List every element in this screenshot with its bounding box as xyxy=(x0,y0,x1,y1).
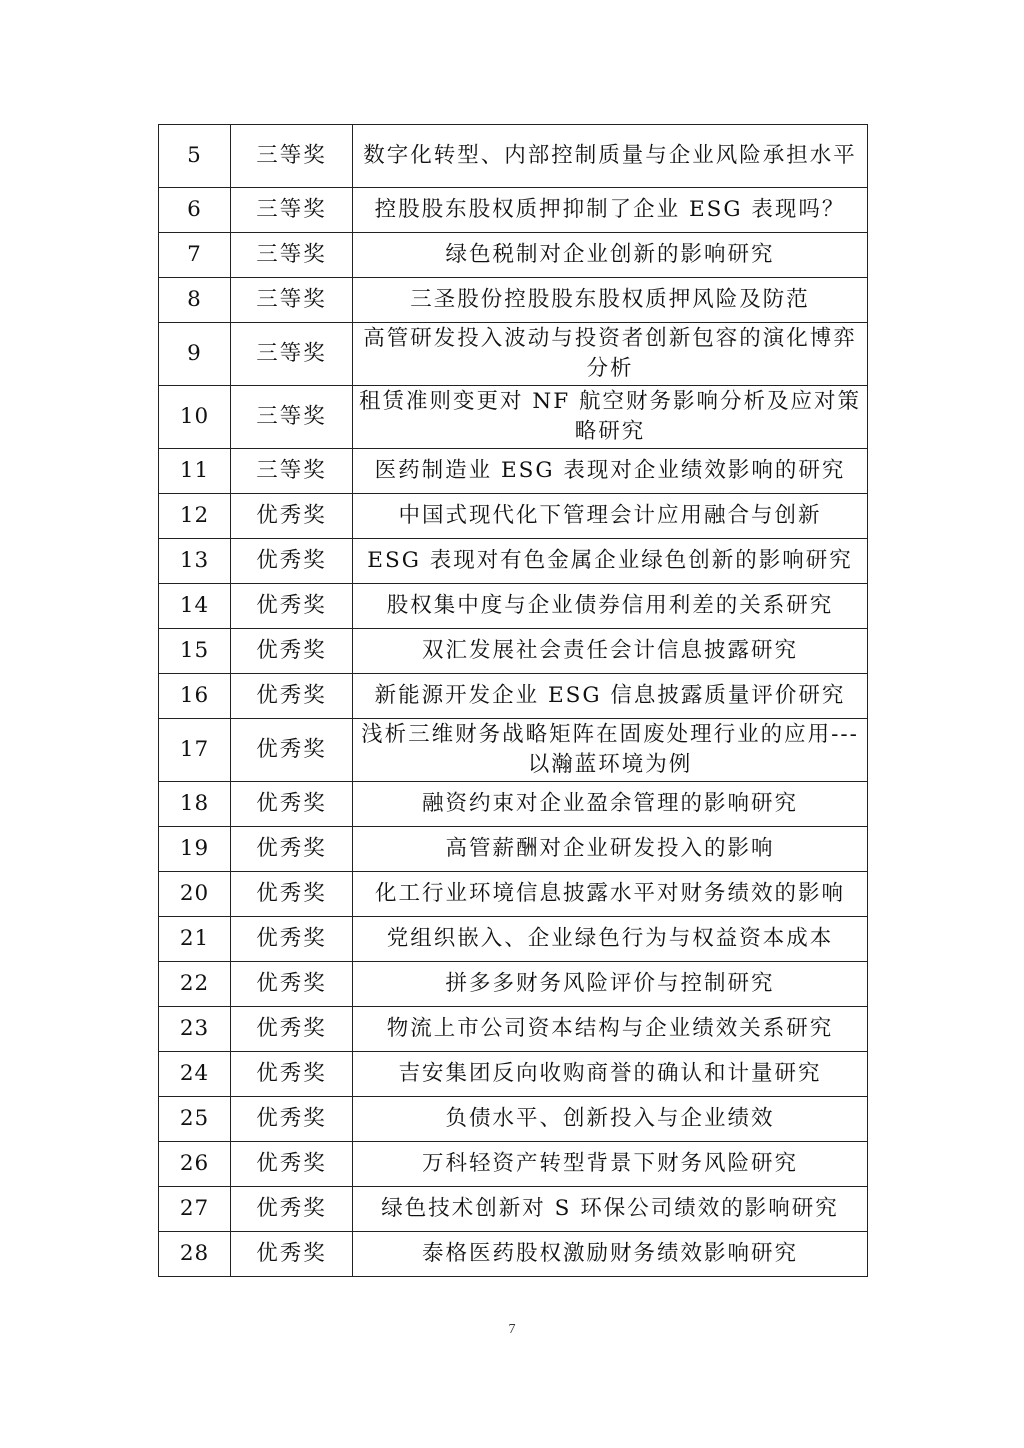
table-row xyxy=(159,872,868,917)
row-number: 12 xyxy=(159,494,231,539)
paper-title: 党组织嵌入、企业绿色行为与权益资本成本 xyxy=(353,917,868,962)
row-number: 16 xyxy=(159,674,231,719)
table-row xyxy=(159,494,868,539)
paper-title: 控股股东股权质押抑制了企业 ESG 表现吗？ xyxy=(353,188,868,233)
award-level: 优秀奖 xyxy=(231,962,353,1007)
row-number: 22 xyxy=(159,962,231,1007)
row-number: 6 xyxy=(159,188,231,233)
awards-table-body xyxy=(159,125,868,1277)
award-level: 优秀奖 xyxy=(231,1142,353,1187)
award-level: 三等奖 xyxy=(231,323,353,386)
row-number: 21 xyxy=(159,917,231,962)
paper-title: 吉安集团反向收购商誉的确认和计量研究 xyxy=(353,1052,868,1097)
table-row xyxy=(159,323,868,386)
paper-title: 高管研发投入波动与投资者创新包容的演化博弈分析 xyxy=(353,323,868,386)
award-level: 优秀奖 xyxy=(231,872,353,917)
table-row xyxy=(159,1142,868,1187)
paper-title: ESG 表现对有色金属企业绿色创新的影响研究 xyxy=(353,539,868,584)
paper-title: 物流上市公司资本结构与企业绩效关系研究 xyxy=(353,1007,868,1052)
paper-title: 融资约束对企业盈余管理的影响研究 xyxy=(353,782,868,827)
table-row xyxy=(159,782,868,827)
award-level: 优秀奖 xyxy=(231,1007,353,1052)
row-number: 19 xyxy=(159,827,231,872)
paper-title: 三圣股份控股股东股权质押风险及防范 xyxy=(353,278,868,323)
award-level: 优秀奖 xyxy=(231,719,353,782)
award-level: 优秀奖 xyxy=(231,629,353,674)
paper-title: 高管薪酬对企业研发投入的影响 xyxy=(353,827,868,872)
award-level: 优秀奖 xyxy=(231,1232,353,1277)
award-level: 优秀奖 xyxy=(231,1187,353,1232)
row-number: 23 xyxy=(159,1007,231,1052)
award-level: 优秀奖 xyxy=(231,827,353,872)
row-number: 10 xyxy=(159,386,231,449)
row-number: 15 xyxy=(159,629,231,674)
paper-title: 拼多多财务风险评价与控制研究 xyxy=(353,962,868,1007)
paper-title: 泰格医药股权激励财务绩效影响研究 xyxy=(353,1232,868,1277)
award-level: 优秀奖 xyxy=(231,494,353,539)
award-level: 三等奖 xyxy=(231,125,353,188)
row-number: 17 xyxy=(159,719,231,782)
awards-table xyxy=(158,124,868,1277)
row-number: 28 xyxy=(159,1232,231,1277)
paper-title: 租赁准则变更对 NF 航空财务影响分析及应对策略研究 xyxy=(353,386,868,449)
paper-title: 万科轻资产转型背景下财务风险研究 xyxy=(353,1142,868,1187)
row-number: 18 xyxy=(159,782,231,827)
row-number: 5 xyxy=(159,125,231,188)
table-row xyxy=(159,629,868,674)
row-number: 8 xyxy=(159,278,231,323)
award-level: 三等奖 xyxy=(231,449,353,494)
row-number: 25 xyxy=(159,1097,231,1142)
table-row xyxy=(159,1097,868,1142)
table-row xyxy=(159,917,868,962)
paper-title: 股权集中度与企业债券信用利差的关系研究 xyxy=(353,584,868,629)
table-row xyxy=(159,125,868,188)
award-level: 优秀奖 xyxy=(231,539,353,584)
paper-title: 新能源开发企业 ESG 信息披露质量评价研究 xyxy=(353,674,868,719)
table-row xyxy=(159,539,868,584)
paper-title: 浅析三维财务战略矩阵在固废处理行业的应用---以瀚蓝环境为例 xyxy=(353,719,868,782)
row-number: 7 xyxy=(159,233,231,278)
row-number: 9 xyxy=(159,323,231,386)
row-number: 24 xyxy=(159,1052,231,1097)
award-level: 优秀奖 xyxy=(231,1097,353,1142)
row-number: 27 xyxy=(159,1187,231,1232)
award-level: 优秀奖 xyxy=(231,584,353,629)
paper-title: 医药制造业 ESG 表现对企业绩效影响的研究 xyxy=(353,449,868,494)
award-level: 三等奖 xyxy=(231,386,353,449)
award-level: 三等奖 xyxy=(231,233,353,278)
table-row xyxy=(159,1187,868,1232)
table-row xyxy=(159,1052,868,1097)
table-row xyxy=(159,449,868,494)
table-row xyxy=(159,233,868,278)
table-row xyxy=(159,386,868,449)
table-row xyxy=(159,278,868,323)
table-row xyxy=(159,188,868,233)
award-level: 优秀奖 xyxy=(231,782,353,827)
table-row xyxy=(159,827,868,872)
row-number: 13 xyxy=(159,539,231,584)
row-number: 26 xyxy=(159,1142,231,1187)
row-number: 14 xyxy=(159,584,231,629)
award-level: 优秀奖 xyxy=(231,917,353,962)
paper-title: 化工行业环境信息披露水平对财务绩效的影响 xyxy=(353,872,868,917)
row-number: 11 xyxy=(159,449,231,494)
award-level: 优秀奖 xyxy=(231,674,353,719)
paper-title: 中国式现代化下管理会计应用融合与创新 xyxy=(353,494,868,539)
award-level: 三等奖 xyxy=(231,188,353,233)
award-level: 优秀奖 xyxy=(231,1052,353,1097)
paper-title: 数字化转型、内部控制质量与企业风险承担水平 xyxy=(353,125,868,188)
row-number: 20 xyxy=(159,872,231,917)
paper-title: 负债水平、创新投入与企业绩效 xyxy=(353,1097,868,1142)
table-row xyxy=(159,1232,868,1277)
page-number: 7 xyxy=(508,1322,516,1337)
table-row xyxy=(159,584,868,629)
paper-title: 绿色税制对企业创新的影响研究 xyxy=(353,233,868,278)
award-level: 三等奖 xyxy=(231,278,353,323)
paper-title: 绿色技术创新对 S 环保公司绩效的影响研究 xyxy=(353,1187,868,1232)
table-row xyxy=(159,719,868,782)
paper-title: 双汇发展社会责任会计信息披露研究 xyxy=(353,629,868,674)
table-row xyxy=(159,1007,868,1052)
table-row xyxy=(159,962,868,1007)
table-row xyxy=(159,674,868,719)
